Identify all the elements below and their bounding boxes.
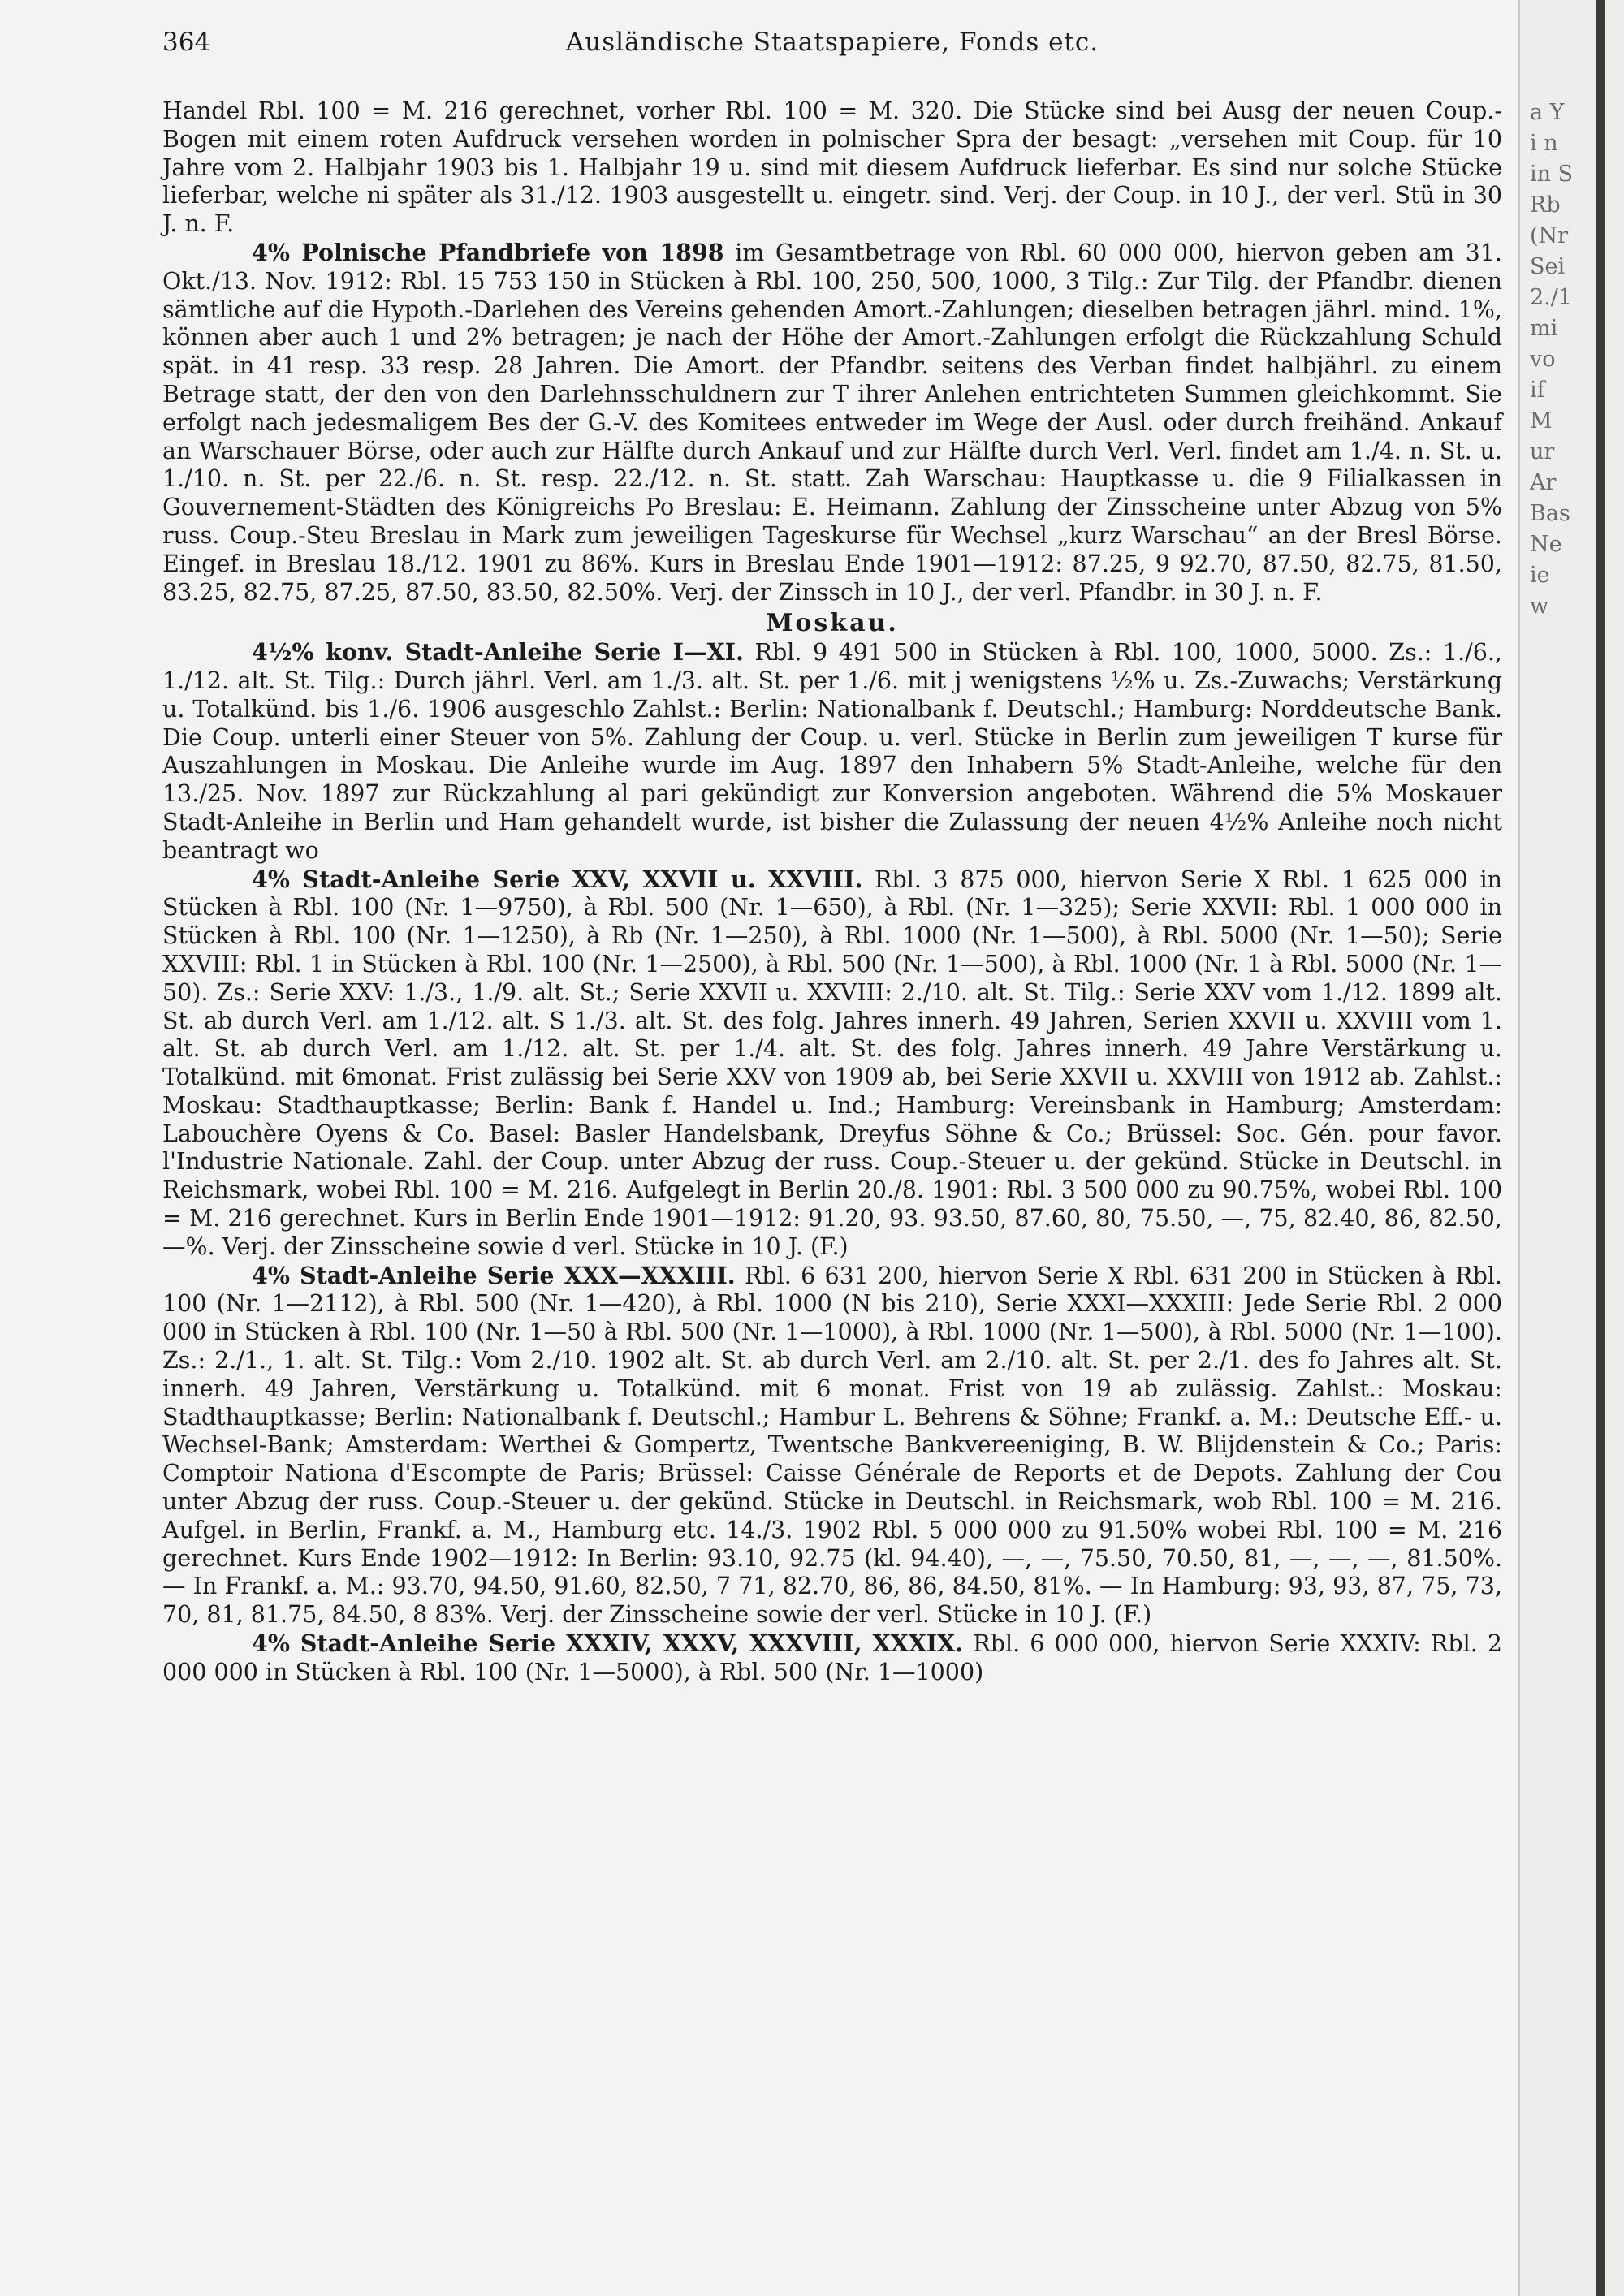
edge-fragment: ur: [1530, 439, 1555, 464]
book-spine: [1596, 0, 1605, 2296]
edge-fragment: Sei: [1530, 254, 1566, 279]
edge-fragment: i n: [1530, 131, 1558, 156]
edge-fragment: w: [1530, 593, 1549, 619]
edge-fragment: Rb: [1530, 192, 1561, 218]
adjacent-page-text: [1530, 97, 1587, 622]
edge-fragment: (Nr: [1530, 223, 1569, 248]
paragraph-text: Handel Rbl. 100 = M. 216 gerechnet, vorher Rbl. 100 = M. 320. Die Stücke sind bei Ausg der neuen Coup.-Bogen mit einem roten Aufdruck versehen worden in polnischer Spra der besagt: „versehen mit Coup. für 10 Jahre vom 2. Halbjahr 1903 bis 1. Halbjahr 19 u. sind mit diesem Aufdruck lieferbar. Es sind nur solche Stücke lieferbar, welche ni später als 31./12. 1903 ausgestellt u. eingetr. sind. Verj. der Coup. in 10 J., der verl. Stü in 30 J. n. F.: [162, 97, 1502, 238]
edge-fragment: vo: [1530, 347, 1556, 372]
entry-text: im Gesamtbetrage von Rbl. 60 000 000, hiervon geben am 31. Okt./13. Nov. 1912: Rbl. 15 753 150 in Stücken à Rbl. 100, 250, 500, 1000, 3 Tilg.: Zur Tilg. der Pfandbr. dienen sämtliche auf die Hypoth.-Darlehen des Vereins gehenden Amort.-Zahlungen; dieselben betragen jährl. mind. 1%, können aber auch 1 und 2% betragen; je nach der Höhe der Amort.-Zahlungen erfolgt die Rückzahlung Schuld spät. in 41 resp. 33 resp. 28 Jahren. Die Amort. der Pfandbr. seitens des Verban findet halbjährl. zu einem Betrage statt, der den von den Darlehnsschuldnern zur T ihrer Anlehen entrichteten Summen gleichkommt. Sie erfolgt nach jedesmaligem Bes der G.-V. des Komitees entweder im Wege der Ausl. oder durch freihänd. Ankauf an Warschauer Börse, oder auch zur Hälfte durch Ankauf und zur Hälfte durch Verl. Verl. findet am 1./4. n. St. u. 1./10. n. St. per 22./6. n. St. resp. 22./12. n. St. statt. Zah Warschau: Hauptkasse u. die 9 Filialkassen in Gouvernement-Städten des Königreichs Po Breslau: E. Heimann. Zahlung der Zinsscheine unter Abzug von 5% russ. Coup.-Steu Breslau in Mark zum jeweiligen Tageskurse für Wechsel „kurz Warschau“ an der Bresl Börse. Eingef. in Breslau 18./12. 1901 zu 86%. Kurs in Breslau Ende 1901—1912: 87.25, 9 92.70, 87.50, 82.75, 81.50, 83.25, 82.75, 87.25, 87.50, 83.50, 82.50%. Verj. der Zinssch in 10 J., der verl. Pfandbr. in 30 J. n. F.: [162, 239, 1502, 606]
paragraph-continuation: [162, 97, 1502, 239]
edge-fragment: ie: [1530, 563, 1550, 588]
entry-heading: 4½% konv. Stadt-Anleihe Serie I—XI.: [252, 638, 744, 667]
entry-heading: 4% Stadt-Anleihe Serie XXX—XXXIII.: [252, 1261, 736, 1289]
entry-text: Rbl. 6 000 000, hiervon Serie XXXIV: Rbl. 2 000 000 in Stücken à Rbl. 100 (Nr. 1—5000), à Rbl. 500 (Nr. 1—1000): [162, 1630, 1502, 1685]
entry-stadt-anleihe-xxxiv: [162, 1629, 1502, 1687]
entry-polnische-pfandbriefe: [162, 239, 1502, 606]
edge-fragment: mi: [1530, 316, 1558, 341]
running-title: Ausländische Staatspapiere, Fonds etc.: [565, 28, 1099, 57]
edge-fragment: a Y: [1530, 100, 1565, 125]
entry-text: Rbl. 9 491 500 in Stücken à Rbl. 100, 1000, 5000. Zs.: 1./6., 1./12. alt. St. Tilg.: Durch jährl. Verl. am 1./3. alt. St. per 1./6. mit j wenigstens ½% u. Zs.-Zuwachs; Verstärkung u. Totalkünd. bis 1./6. 1906 ausgeschlo Zahlst.: Berlin: Nationalbank f. Deutschl.; Hamburg: Norddeutsche Bank. Die Coup. unterli einer Steuer von 5%. Zahlung der Coup. u. verl. Stücke in Berlin zum jeweiligen T kurse für Auszahlungen in Moskau. Die Anleihe wurde im Aug. 1897 den Inhabern 5% Stadt-Anleihe, welche für den 13./25. Nov. 1897 zur Rückzahlung al pari gekündigt zur Konversion angeboten. Während die 5% Moskauer Stadt-Anleihe in Berlin und Ham gehandelt wurde, ist bisher die Zulassung der neuen 4½% Anleihe noch nicht beantragt wo: [162, 639, 1502, 864]
entry-heading: 4% Polnische Pfandbriefe von 1898: [252, 238, 724, 266]
entry-stadt-anleihe-xxv: [162, 865, 1502, 1262]
entry-konv-stadt-anleihe: [162, 638, 1502, 865]
edge-fragment: 2./1: [1530, 285, 1573, 310]
entry-heading: 4% Stadt-Anleihe Serie XXXIV, XXXV, XXXVIII, XXXIX.: [252, 1629, 964, 1658]
entry-text: Rbl. 3 875 000, hiervon Serie X Rbl. 1 625 000 in Stücken à Rbl. 100 (Nr. 1—9750), à Rbl. 500 (Nr. 1—650), à Rbl. (Nr. 1—325); Serie XXVII: Rbl. 1 000 000 in Stücken à Rbl. 100 (Nr. 1—1250), à Rb (Nr. 1—250), à Rbl. 1000 (Nr. 1—500), à Rbl. 5000 (Nr. 1—50); Serie XXVIII: Rbl. 1 in Stücken à Rbl. 100 (Nr. 1—2500), à Rbl. 500 (Nr. 1—500), à Rbl. 1000 (Nr. 1 à Rbl. 5000 (Nr. 1—50). Zs.: Serie XXV: 1./3., 1./9. alt. St.; Serie XXVII u. XXVIII: 2./10. alt. St. Tilg.: Serie XXV vom 1./12. 1899 alt. St. ab durch Verl. am 1./12. alt. S 1./3. alt. St. des folg. Jahres innerh. 49 Jahren, Serien XXVII u. XXVIII vom 1. alt. St. ab durch Verl. am 1./12. alt. St. per 1./4. alt. St. des folg. Jahres innerh. 49 Jahre Verstärkung u. Totalkünd. mit 6monat. Frist zulässig bei Serie XXV von 1909 ab, bei Serie XXVII u. XXVIII von 1912 ab. Zahlst.: Moskau: Stadthauptkasse; Berlin: Bank f. Handel u. Ind.; Hamburg: Vereinsbank in Hamburg; Amsterdam: Labouchère Oyens & Co. Basel: Basler Handelsbank, Dreyfus Söhne & Co.; Brüssel: Soc. Gén. pour favor. l'Industrie Nationale. Zahl. der Coup. unter Abzug der russ. Coup.-Steuer u. der gekünd. Stücke in Deutschl. in Reichsmark, wobei Rbl. 100 = M. 216. Aufgelegt in Berlin 20./8. 1901: Rbl. 3 500 000 zu 90.75%, wobei Rbl. 100 = M. 216 gerechnet. Kurs in Berlin Ende 1901—1912: 91.20, 93. 93.50, 87.60, 80, 75.50, —, 75, 82.40, 86, 82.50, —%. Verj. der Zinsscheine sowie d verl. Stücke in 10 J. (F.): [162, 865, 1502, 1260]
entry-stadt-anleihe-xxx: [162, 1262, 1502, 1629]
adjacent-page-edge: [1518, 0, 1624, 2296]
section-heading-moskau: Moskau.: [766, 609, 899, 638]
entry-heading: 4% Stadt-Anleihe Serie XXV, XXVII u. XXVIII.: [252, 865, 863, 893]
edge-fragment: Ne: [1530, 532, 1562, 557]
edge-fragment: M: [1530, 408, 1553, 434]
edge-fragment: in S: [1530, 162, 1574, 187]
page-number: 364: [162, 28, 211, 57]
edge-fragment: Bas: [1530, 501, 1570, 526]
edge-fragment: Ar: [1530, 470, 1557, 495]
page-header: [162, 28, 1502, 63]
main-text-column: [162, 97, 1502, 1687]
entry-text: Rbl. 6 631 200, hiervon Serie X Rbl. 631 200 in Stücken à Rbl. 100 (Nr. 1—2112), à Rbl. 500 (Nr. 1—420), à Rbl. 1000 (N bis 210), Serie XXXI—XXXIII: Jede Serie Rbl. 2 000 000 in Stücken à Rbl. 100 (Nr. 1—50 à Rbl. 500 (Nr. 1—1000), à Rbl. 1000 (Nr. 1—500), à Rbl. 5000 (Nr. 1—100). Zs.: 2./1., 1. alt. St. Tilg.: Vom 2./10. 1902 alt. St. ab durch Verl. am 2./10. alt. St. per 2./1. des fo Jahres alt. St. innerh. 49 Jahren, Verstärkung u. Totalkünd. mit 6 monat. Frist von 19 ab zulässig. Zahlst.: Moskau: Stadthauptkasse; Berlin: Nationalbank f. Deutschl.; Hambur L. Behrens & Söhne; Frankf. a. M.: Deutsche Eff.- u. Wechsel-Bank; Amsterdam: Werthei & Gompertz, Twentsche Bankvereeniging, B. W. Blijdenstein & Co.; Paris: Comptoir Nationa d'Escompte de Paris; Brüssel: Caisse Générale de Reports et de Depots. Zahlung der Cou unter Abzug der russ. Coup.-Steuer u. der gekünd. Stücke in Deutschl. in Reichsmark, wob Rbl. 100 = M. 216. Aufgel. in Berlin, Frankf. a. M., Hamburg etc. 14./3. 1902 Rbl. 5 000 000 zu 91.50% wobei Rbl. 100 = M. 216 gerechnet. Kurs Ende 1902—1912: In Berlin: 93.10, 92.75 (kl. 94.40), —, —, 75.50, 70.50, 81, —, —, —, 81.50%. — In Frankf. a. M.: 93.70, 94.50, 91.60, 82.50, 7 71, 82.70, 86, 86, 84.50, 81%. — In Hamburg: 93, 93, 87, 75, 73, 70, 81, 81.75, 84.50, 8 83%. Verj. der Zinsscheine sowie der verl. Stücke in 10 J. (F.): [162, 1262, 1502, 1629]
edge-fragment: if: [1530, 378, 1545, 403]
